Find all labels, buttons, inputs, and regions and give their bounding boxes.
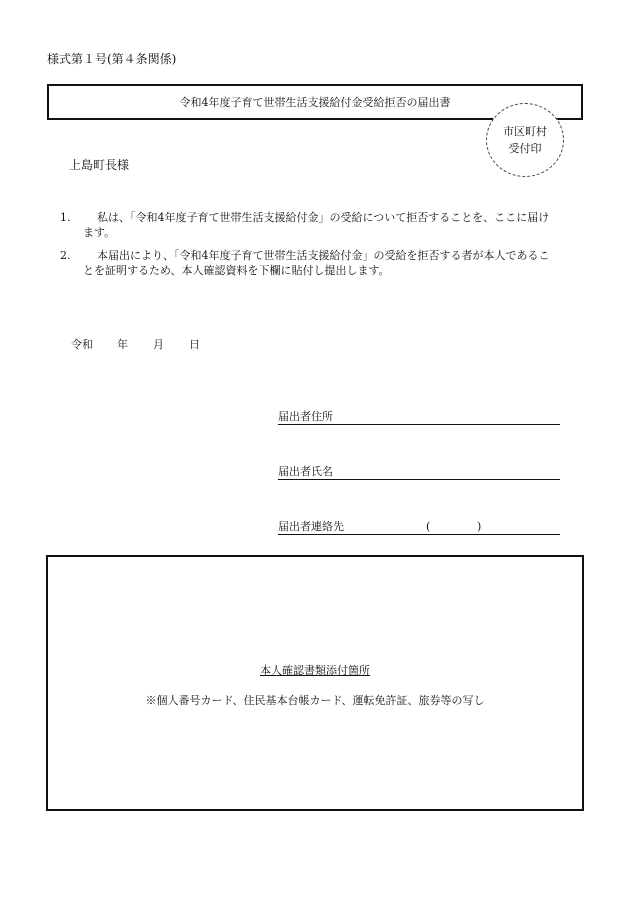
contact-paren-close: )	[477, 520, 482, 533]
id-section-title	[48, 662, 582, 678]
addressee: 上島町長様	[69, 158, 130, 172]
form-number: 様式第１号(第４条関係)	[47, 52, 177, 66]
item-number: 1.	[60, 211, 71, 224]
document-title: 令和4年度子育て世帯生活支援給付金受給拒否の届出書	[179, 96, 451, 109]
stamp-label-line1: 市区町村	[503, 125, 547, 138]
applicant-contact-field[interactable]	[278, 520, 560, 535]
applicant-contact-label: 届出者連絡先	[278, 520, 344, 533]
date-line	[71, 336, 200, 352]
date-month: 月	[153, 338, 164, 351]
list-item	[60, 248, 560, 280]
item-text: 本届出により、「令和4年度子育て世帯生活支援給付金」の受給を拒否する者が本人であることを証明するため、本人確認資料を下欄に貼付し提出します。	[83, 249, 550, 277]
date-year: 年	[117, 338, 128, 351]
item-number: 2.	[60, 249, 71, 262]
applicant-address-label: 届出者住所	[278, 410, 333, 423]
list-item	[60, 210, 560, 242]
applicant-address-field[interactable]	[278, 410, 560, 425]
item-text: 私は、「令和4年度子育て世帯生活支援給付金」の受給について拒否することを、ここに届けます。	[83, 211, 550, 239]
id-section-note: ※個人番号カード、住民基本台帳カード、運転免許証、旅券等の写し	[145, 694, 485, 707]
stamp-label-line2: 受付印	[508, 142, 542, 155]
date-day: 日	[189, 338, 200, 351]
id-section-title-text: 本人確認書類添付箇所	[260, 664, 370, 677]
applicant-name-field[interactable]	[278, 465, 560, 480]
id-document-attachment-box	[46, 555, 584, 811]
applicant-name-label: 届出者氏名	[278, 465, 333, 478]
reception-stamp-area	[486, 103, 564, 177]
contact-paren-open: (	[426, 520, 431, 533]
date-era: 令和	[71, 338, 93, 351]
